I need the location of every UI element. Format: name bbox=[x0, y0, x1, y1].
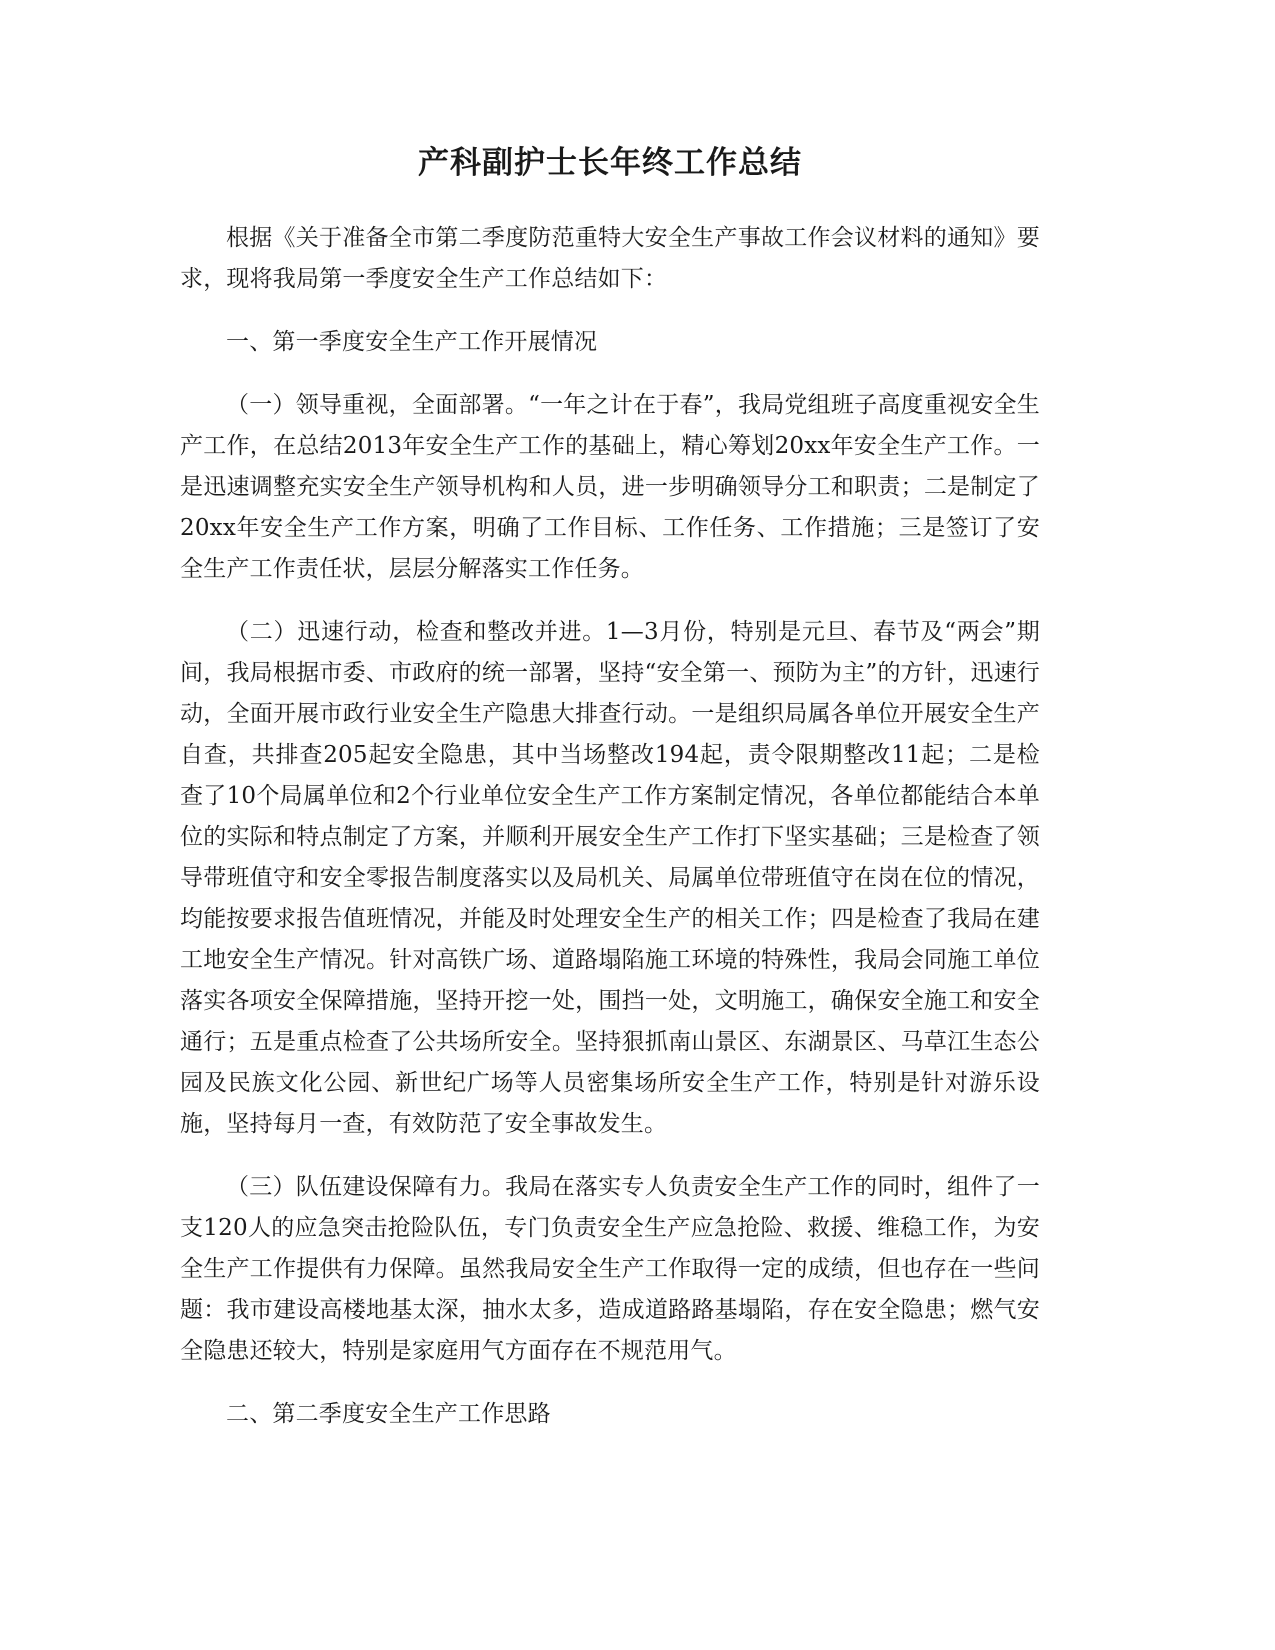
section-heading-1: 一、第一季度安全生产工作开展情况 bbox=[226, 329, 598, 355]
subsection-paragraph-3: （三）队伍建设保障有力。我局在落实专人负责安全生产工作的同时，组件了一支120人的应急突击抢险队伍，专门负责安全生产应急抢险、救援、维稳工作，为安全生产工作提供有力保障。虽然我局安全生产工作取得一定的成绩，但也存在一些问题：我市建设高楼地基太深，抽水太多，造成道路路基塌陷，存在安全隐患；燃气安全隐患还较大，特别是家庭用气方面存在不规范用气。 bbox=[180, 1174, 1040, 1364]
document-title: 产科副护士长年终工作总结 bbox=[418, 145, 802, 181]
subsection-paragraph-2: （二）迅速行动，检查和整改并进。1—3月份，特别是元旦、春节及“两会”期间，我局根据市委、市政府的统一部署，坚持“安全第一、预防为主”的方针，迅速行动，全面开展市政行业安全生产隐患大排查行动。一是组织局属各单位开展安全生产自查，共排查205起安全隐患，其中当场整改194起，责令限期整改11起；二是检查了10个局属单位和2个行业单位安全生产工作方案制定情况，各单位都能结合本单位的实际和特点制定了方案，并顺利开展安全生产工作打下坚实基础；三是检查了领导带班值守和安全零报告制度落实以及局机关、局属单位带班值守在岗在位的情况，均能按要求报告值班情况，并能及时处理安全生产的相关工作；四是检查了我局在建工地安全生产情况。针对高铁广场、道路塌陷施工环境的特殊性，我局会同施工单位落实各项安全保障措施，坚持开挖一处，围挡一处，文明施工，确保安全施工和安全通行；五是重点检查了公共场所安全。坚持狠抓南山景区、东湖景区、马草江生态公园及民族文化公园、新世纪广场等人员密集场所安全生产工作，特别是针对游乐设施，坚持每月一查，有效防范了安全事故发生。 bbox=[180, 619, 1040, 1137]
document-page bbox=[180, 138, 1040, 1457]
section-heading-2: 二、第二季度安全生产工作思路 bbox=[226, 1401, 551, 1427]
intro-paragraph: 根据《关于准备全市第二季度防范重特大安全生产事故工作会议材料的通知》要求，现将我局第一季度安全生产工作总结如下： bbox=[180, 225, 1040, 292]
subsection-paragraph-1: （一）领导重视，全面部署。“一年之计在于春”，我局党组班子高度重视安全生产工作，在总结2013年安全生产工作的基础上，精心筹划20xx年安全生产工作。一是迅速调整充实安全生产领导机构和人员，进一步明确领导分工和职责；二是制定了20xx年安全生产工作方案，明确了工作目标、工作任务、工作措施；三是签订了安全生产工作责任状，层层分解落实工作任务。 bbox=[180, 392, 1040, 582]
